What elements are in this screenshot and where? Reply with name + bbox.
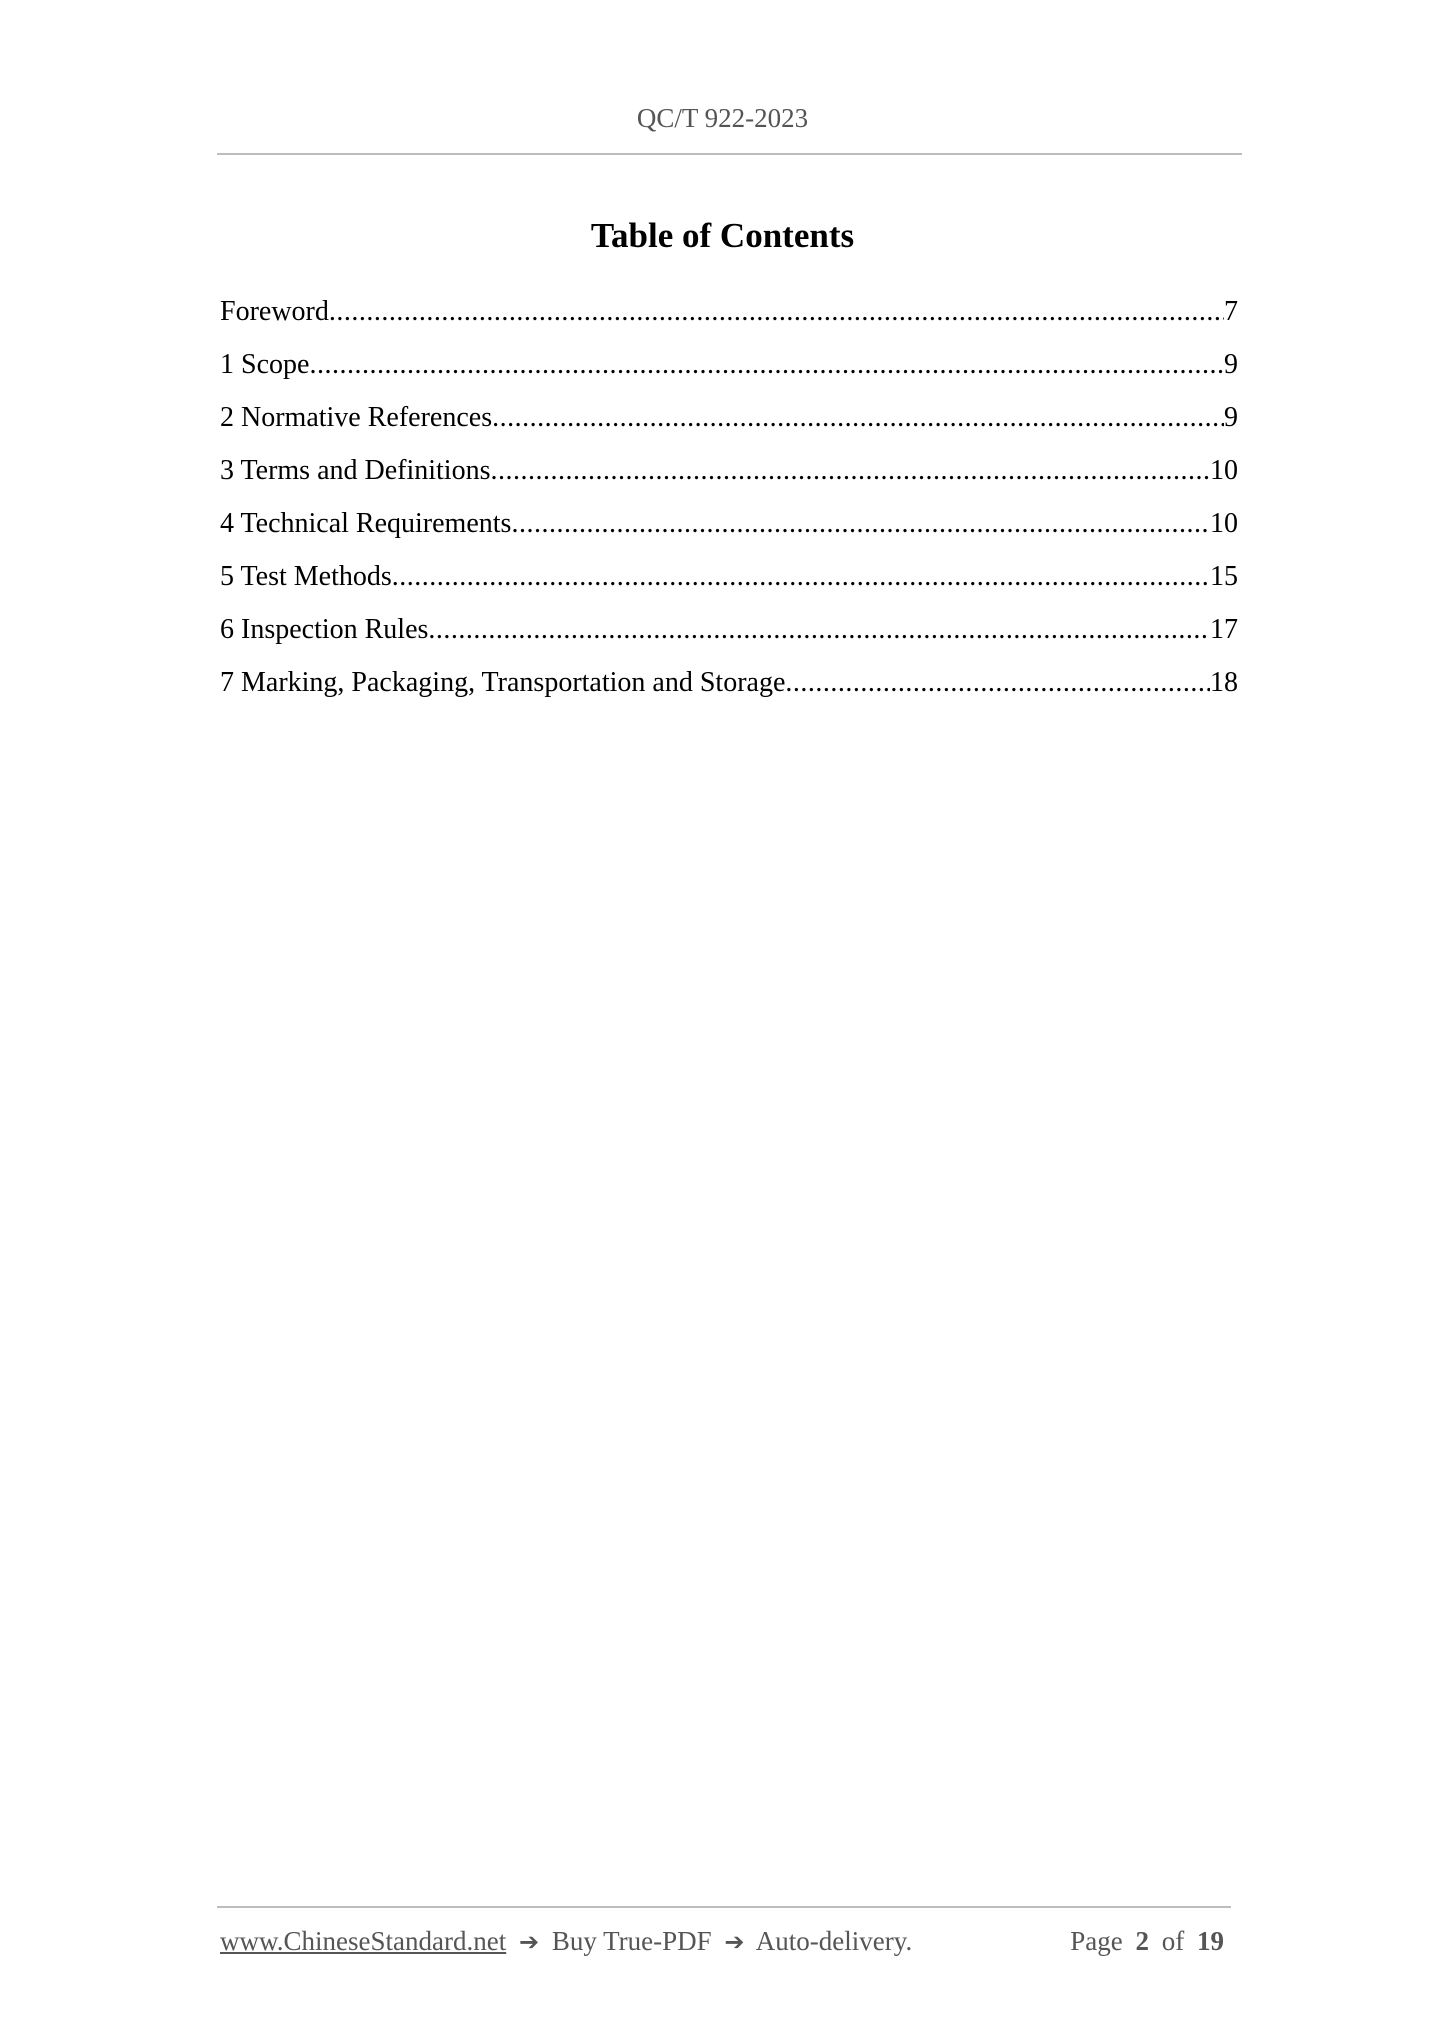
page-header-code: QC/T 922-2023 — [636, 103, 809, 133]
toc-entry-label: 7 Marking, Packaging, Transportation and Storage — [220, 667, 786, 698]
toc-leader-dots — [490, 449, 1210, 493]
arrow-right-icon: ➔ — [724, 1928, 745, 1956]
page-counter — [1070, 1926, 1230, 1957]
toc-entry-page: 9 — [1224, 349, 1238, 380]
of-word: of — [1161, 1926, 1185, 1956]
toc-entry-technical-requirements[interactable] — [220, 502, 1238, 555]
toc-title: Table of Contents — [590, 216, 855, 255]
toc-list — [220, 290, 1238, 714]
page-current: 2 — [1135, 1926, 1149, 1956]
toc-entry-foreword[interactable] — [220, 290, 1238, 343]
toc-entry-label: 1 Scope — [220, 349, 310, 380]
page-total: 19 — [1197, 1926, 1224, 1956]
arrow-right-icon: ➔ — [518, 1928, 540, 1956]
toc-entry-page: 17 — [1210, 614, 1238, 645]
page-footer — [220, 1926, 1230, 1957]
toc-entry-label: 3 Terms and Definitions — [220, 455, 491, 486]
toc-leader-dots — [428, 608, 1210, 652]
toc-entry-inspection-rules[interactable] — [220, 608, 1238, 661]
header-divider — [217, 153, 1242, 155]
page-word: Page — [1070, 1926, 1123, 1956]
toc-leader-dots — [309, 343, 1224, 387]
toc-entry-test-methods[interactable] — [220, 555, 1238, 608]
toc-entry-label: Foreword — [220, 296, 329, 327]
footer-divider — [217, 1906, 1231, 1908]
toc-entry-page: 9 — [1224, 402, 1238, 433]
toc-entry-normative-references[interactable] — [220, 396, 1238, 449]
toc-leader-dots — [492, 396, 1224, 440]
toc-entry-label: 4 Technical Requirements — [220, 508, 512, 539]
toc-entry-page: 18 — [1210, 667, 1238, 698]
toc-entry-page: 15 — [1210, 561, 1238, 592]
auto-delivery-text: Auto-delivery. — [755, 1926, 913, 1956]
toc-entry-page: 10 — [1210, 508, 1238, 539]
toc-entry-terms-and-definitions[interactable] — [220, 449, 1238, 502]
buy-true-pdf-text: Buy True-PDF — [551, 1926, 712, 1956]
toc-entry-label: 6 Inspection Rules — [220, 614, 429, 645]
site-link[interactable]: www.ChineseStandard.net — [220, 1926, 507, 1956]
toc-leader-dots — [511, 502, 1210, 546]
toc-entry-page: 7 — [1224, 296, 1238, 327]
toc-entry-page: 10 — [1210, 455, 1238, 486]
toc-entry-label: 5 Test Methods — [220, 561, 392, 592]
toc-leader-dots — [329, 290, 1224, 334]
footer-promo — [220, 1926, 912, 1957]
toc-leader-dots — [392, 555, 1210, 599]
toc-entry-marking-packaging[interactable] — [220, 661, 1238, 714]
toc-entry-scope[interactable] — [220, 343, 1238, 396]
toc-leader-dots — [785, 661, 1210, 705]
toc-entry-label: 2 Normative References — [220, 402, 493, 433]
